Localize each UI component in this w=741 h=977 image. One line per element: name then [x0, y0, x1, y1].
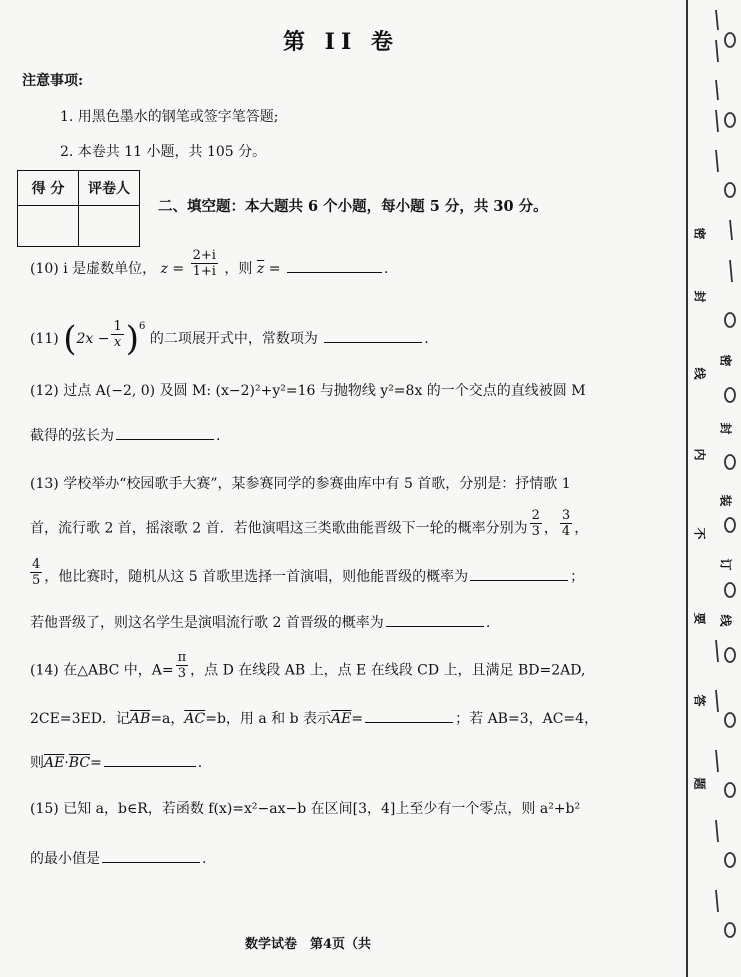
q14-vector-ab: $\overline{AB}$ [129, 711, 151, 727]
answer-blank-15[interactable] [102, 848, 200, 863]
margin-label-7: 答 [692, 694, 707, 707]
q13-line-2: 首，流行歌 2 首，摇滚歌 2 首．若他演唱这三类歌曲能晋级下一轮的概率分别为 $\frac{2}{3}$ ， $\frac{3}{4}$ ， [30, 508, 589, 539]
margin-label-2: 封 [692, 290, 707, 303]
q12-text-2: 截得的弦长为 [30, 428, 114, 444]
q11-number: (11) [30, 331, 59, 347]
notice-item-2: 2. 本卷共 11 小题，共 105 分。 [60, 144, 267, 160]
answer-blank-10[interactable] [287, 258, 382, 273]
q14-dot: · [64, 755, 69, 771]
q14-vector-ae-2: $\overline{AE}$ [44, 755, 65, 771]
q10-fraction [191, 248, 218, 279]
q14-line-2 [30, 708, 598, 728]
q10-frac-den: 1+i [192, 263, 216, 279]
seal-char-3: 装 [718, 494, 733, 507]
q13-f1-num: 2 [531, 508, 540, 523]
answer-blank-11[interactable] [324, 328, 422, 343]
q13-f2-den: 4 [561, 524, 571, 539]
q13-line-1: (13) 学校举办“校园歌手大赛”，某参赛同学的参赛曲库中有 5 首歌，分别是：抒情歌 1 [30, 476, 571, 492]
q11-open-paren: ( [63, 319, 77, 359]
answer-blank-14a[interactable] [365, 708, 453, 723]
grader-label: 评卷人 [79, 171, 140, 206]
q10-text: i 是虚数单位， [63, 261, 157, 277]
binding-decoration [700, 0, 741, 977]
answer-blank-12[interactable] [116, 425, 214, 440]
margin-label-1: 密 [692, 227, 707, 240]
q14-text-3a: 则 [30, 755, 44, 771]
q14-line-1 [30, 650, 586, 681]
q14-text-2a: 2CE=3ED．记 [30, 711, 130, 727]
q14-pi-den: 3 [177, 666, 187, 681]
margin-label-8: 题 [692, 777, 707, 790]
q13-fraction-3 [30, 557, 42, 588]
q10-eq: = [268, 261, 281, 277]
q13-f3-num: 4 [32, 556, 41, 572]
margin-label-4: 内 [692, 448, 707, 461]
notice-heading: 注意事项: [22, 73, 84, 89]
notice-item-1: 1. 用黑色墨水的钢笔或签字笔答题; [60, 109, 279, 125]
q10-z: z = [160, 261, 185, 277]
q15-line-1: (15) 已知 a，b∈R，若函数 f(x)=x²−ax−b 在区间[3，4]上至少有一个零点，则 a²+b² [30, 801, 581, 817]
q14-text-2b: =a， [150, 711, 185, 727]
score-label: 得 分 [18, 171, 79, 206]
q13-text-3: ，他比赛时，随机从这 5 首歌里选择一首演唱，则他能晋级的概率为 [44, 569, 469, 585]
q14-vector-bc: $\overline{BC}$ [68, 755, 91, 771]
q14-vector-ac: $\overline{AC}$ [184, 711, 206, 727]
score-cell [18, 206, 79, 247]
seal-char-4: 订 [718, 558, 733, 571]
q11-frac-num: 1 [113, 318, 122, 334]
q14-pi-num: π [177, 650, 187, 665]
page-footer: 数学试卷 第4页（共 [245, 937, 372, 952]
q13-f2-num: 3 [561, 508, 571, 523]
q13-fraction-1 [530, 508, 542, 539]
margin-label-5: 不 [692, 527, 707, 540]
margin-label-6: 要 [692, 612, 707, 625]
grader-cell [79, 206, 140, 247]
answer-blank-13b[interactable] [386, 612, 484, 627]
q14-vector-ae: $\overline{AE}$ [331, 711, 352, 727]
q14-text-2c: =b，用 a 和 b 表示 [205, 711, 332, 727]
q14-text-3b: = [90, 755, 102, 771]
q13-text-2: 首，流行歌 2 首，摇滚歌 2 首．若他演唱这三类歌曲能晋级下一轮的概率分别为 [30, 520, 528, 537]
q11-text: 的二项展开式中，常数项为 [149, 331, 318, 347]
q11-expr: 2x − [76, 331, 110, 347]
q12-line-1: (12) 过点 A(−2, 0) 及圆 M: (x−2)²+y²=16 与抛物线 y²=8x 的一个交点的直线被圆 M [30, 383, 586, 399]
q12-line-2: 截得的弦长为 . [30, 425, 220, 445]
margin-label-3: 线 [692, 367, 707, 380]
q11-fraction [111, 319, 123, 350]
q10-number: (10) [30, 261, 59, 277]
q13-fraction-2 [560, 508, 572, 539]
score-table [17, 170, 140, 247]
q14-text-2e: ；若 AB=3，AC=4， [455, 711, 599, 727]
q13-f3-den: 5 [32, 572, 41, 588]
q14-text-1a: (14) 在△ABC 中，A= [30, 662, 174, 679]
question-11: (11) (2x − $\frac{1}{x}$ )$^6$ 的二项展开式中，常数项为 . [30, 318, 429, 359]
seal-char-2: 封 [718, 422, 733, 435]
q13-line-3: $\frac{4}{5}$ ，他比赛时，随机从这 5 首歌里选择一首演唱，则他能晋级的概率为 ； [32, 556, 585, 588]
q13-line-4: 若他晋级了，则这名学生是演唱流行歌 2 首晋级的概率为 . [30, 612, 490, 632]
q15-line-2: 的最小值是 . [30, 848, 206, 868]
q14-text-2d: = [351, 711, 364, 727]
q14-pi-fraction [176, 650, 189, 681]
question-10: (10) i 是虚数单位， z = $\frac{2+i}{1+i}$ ，则 $\overline{z}$ = . [30, 247, 389, 279]
q10-zbar: $\overline{z}$ [256, 261, 265, 277]
q14-text-1b: ，点 D 在线段 AB 上，点 E 在线段 CD 上，且满足 BD=2AD, [190, 662, 586, 679]
q11-exponent: 6 [139, 321, 146, 332]
answer-blank-13a[interactable] [470, 566, 568, 581]
q13-f1-den: 3 [531, 524, 540, 539]
answer-blank-14b[interactable] [104, 752, 196, 767]
q14-line-3: 则$\overline{AE}\cdot\overline{BC}=$ . [30, 752, 202, 772]
q13-text-4: 若他晋级了，则这名学生是演唱流行歌 2 首晋级的概率为 [30, 615, 384, 631]
q10-frac-num: 2+i [192, 247, 216, 263]
q11-close-paren: ) [125, 319, 139, 359]
q10-text-b: ，则 [224, 261, 253, 277]
q15-text-2: 的最小值是 [30, 851, 100, 867]
seal-char-1: 密 [718, 354, 733, 367]
seal-char-5: 线 [718, 614, 733, 627]
section-heading: 二、填空题：本大题共 6 个小题，每小题 5 分，共 30 分。 [158, 198, 548, 215]
page-title: 第 II 卷 [283, 29, 399, 55]
q11-frac-den: x [113, 334, 122, 350]
